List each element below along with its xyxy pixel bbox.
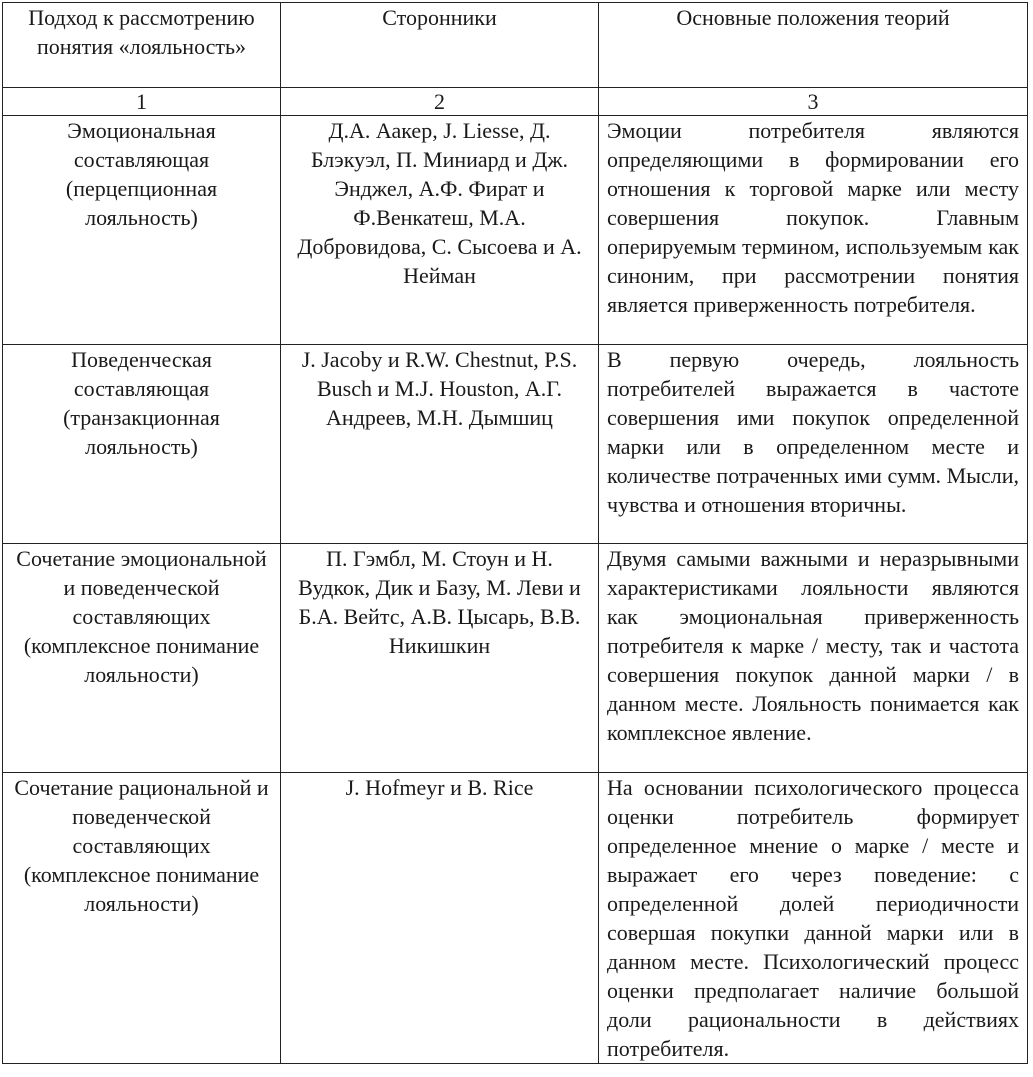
loyalty-approaches-table	[2, 2, 1028, 1064]
supporters-cell: J. Hofmeyr и B. Rice	[281, 773, 599, 1064]
column-number-3: 3	[599, 88, 1028, 116]
theory-cell: В первую очередь, лояльность потребителей выражается в частоте совершения ими покупок определенной марки или в определенном месте и количестве потраченных ими сумм. Мысли, чувства и отношения вторичны.	[599, 345, 1028, 544]
theory-cell: Двумя самыми важными и неразрывными характеристиками лояльности являются как эмоциональная приверженность потребителя к марке / месту, так и частота совершения покупок данной марки / в данном месте. Лояльность понимается как комплексное явление.	[599, 544, 1028, 773]
table-row-emotional-behavioral	[3, 544, 1028, 773]
column-number-row	[3, 88, 1028, 116]
theory-cell: На основании психологического процесса оценки потребитель формирует определенное мнение о марке / месте и выражает его через поведение: с определенной долей периодичности совершая покупки данной марки или в данном месте. Психологический процесс оценки предполагает наличие большой доли рациональности в действиях потребителя.	[599, 773, 1028, 1064]
approach-cell: Сочетание рациональной и поведенческой составляющих (комплексное понимание лояльности)	[3, 773, 281, 1064]
column-number-1: 1	[3, 88, 281, 116]
table-row-emotional	[3, 116, 1028, 345]
approach-cell: Поведенческая составляющая (транзакционная лояльность)	[3, 345, 281, 544]
header-approach: Подход к рассмотрению понятия «лояльность»	[3, 3, 281, 88]
approach-cell: Эмоциональная составляющая (перцепционная лояльность)	[3, 116, 281, 345]
header-row	[3, 3, 1028, 88]
supporters-cell: J. Jacoby и R.W. Chestnut, P.S. Busch и M.J. Houston, А.Г. Андреев, М.Н. Дымшиц	[281, 345, 599, 544]
header-supporters: Сторонники	[281, 3, 599, 88]
header-theory: Основные положения теорий	[599, 3, 1028, 88]
table-row-behavioral	[3, 345, 1028, 544]
table-row-rational-behavioral	[3, 773, 1028, 1064]
theory-cell: Эмоции потребителя являются определяющими в формировании его отношения к торговой марке или месту совершения покупок. Главным оперируемым термином, используемым как синоним, при рассмотрении понятия является приверженность потребителя.	[599, 116, 1028, 345]
supporters-cell: Д.А. Аакер, J. Liesse, Д. Блэкуэл, П. Миниард и Дж. Энджел, А.Ф. Фират и Ф.Венкатеш, М.А. Добровидова, С. Сысоева и А. Нейман	[281, 116, 599, 345]
supporters-cell: П. Гэмбл, М. Стоун и Н. Вудкок, Дик и Базу, М. Леви и Б.А. Вейтс, А.В. Цысарь, В.В. Никишкин	[281, 544, 599, 773]
column-number-2: 2	[281, 88, 599, 116]
approach-cell: Сочетание эмоциональной и поведенческой составляющих (комплексное понимание лояльности)	[3, 544, 281, 773]
